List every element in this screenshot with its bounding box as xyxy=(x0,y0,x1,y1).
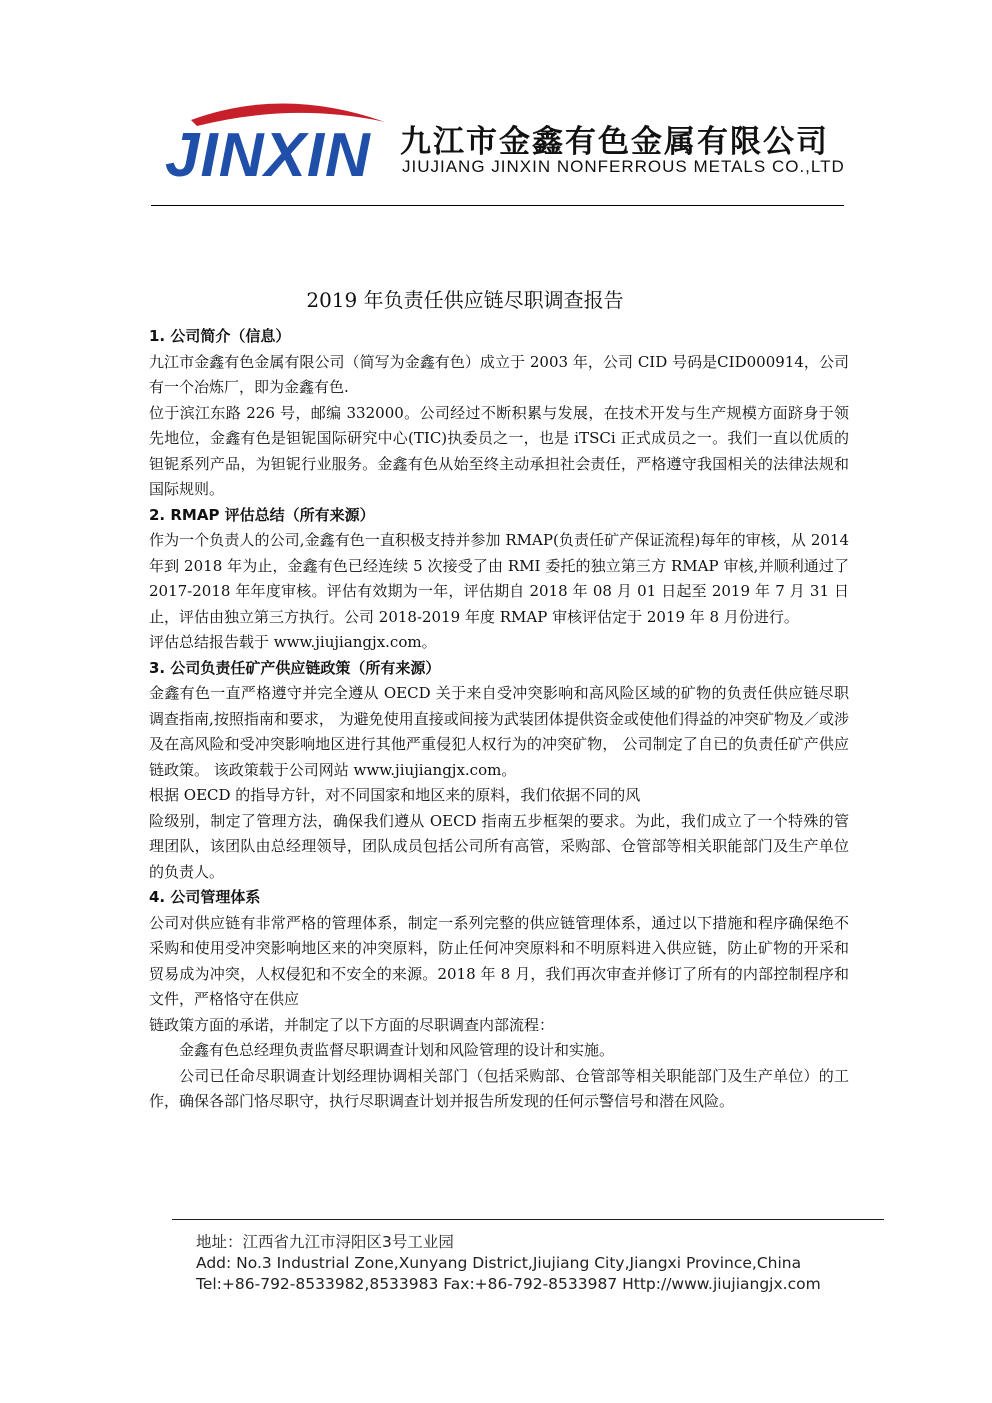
footer xyxy=(196,1232,821,1295)
section-1-paragraph-2: 位于滨江东路 226 号，邮编 332000。公司经过不断积累与发展，在技术开发与生产规模方面跻身于领先地位，金鑫有色是钽铌国际研究中心(TIC)执委员之一，也是 iTSCi 正式成员之一。我们一直以优质的钽铌系列产品，为钽铌行业服务。金鑫有色从始至终主动承担社会责任，严格遵守我国相关的法律法规和国际规则。 xyxy=(149,403,849,498)
section-4-paragraph-2: 金鑫有色总经理负责监督尽职调查计划和风险管理的设计和实施。 xyxy=(179,1041,615,1059)
footer-contact: Tel:+86-792-8533982,8533983 Fax:+86-792-8533987 Http://www.jiujiangjx.com xyxy=(196,1275,821,1293)
section-1-heading: 1. 公司简介（信息） xyxy=(149,327,291,345)
company-name-cn: 九江市金鑫有色金属有限公司 xyxy=(400,124,829,160)
section-3-heading: 3. 公司负责任矿产供应链政策（所有来源） xyxy=(149,658,441,677)
footer-address-cn: 地址：江西省九江市浔阳区3号工业园 xyxy=(196,1233,454,1251)
section-4-paragraph-1: 公司对供应链有非常严格的管理体系，制定一系列完整的供应链管理体系，通过以下措施和程序确保绝不采购和使用受冲突影响地区来的冲突原料，防止任何冲突原料和不明原料进入供应链，防止矿物的开采和贸易成为冲突，人权侵犯和不安全的来源。2018 年 8 月，我们再次审查并修订了所有的内部控制程序和文件，严格恪守在供应 xyxy=(149,913,849,1008)
header-divider xyxy=(151,205,844,206)
footer-address-en: Add: No.3 Industrial Zone,Xunyang District,Jiujiang City,Jiangxi Province,China xyxy=(196,1254,802,1272)
section-4-heading: 4. 公司管理体系 xyxy=(149,888,261,906)
section-3-paragraph-1: 金鑫有色一直严格遵守并完全遵从 OECD 关于来自受冲突影响和高风险区域的矿物的负责任供应链尽职调查指南,按照指南和要求， 为避免使用直接或间接为武装团体提供资金或使他们得益的冲突矿物及／或涉及在高风险和受冲突影响地区进行其他严重侵犯人权行为的冲突矿物， 公司制定了自已的负责任矿产供应链政策。 该政策载于公司网站 www.jiujiangjx.com。 xyxy=(149,684,849,779)
section-2-paragraph-1: 作为一个负责人的公司,金鑫有色一直积极支持并参加 RMAP(负责任矿产保证流程)每年的审核，从 2014 年到 2018 年为止，金鑫有色已经连续 5 次接受了由 RMI 委托的独立第三方 RMAP 审核,并顺利通过了 2017-2018 年年度审核。评估有效期为一年，评估期自 2018 年 08 月 01 日起至 2019 年 7 月 31 日止，评估由独立第三方执行。公司 2018-2019 年度 RMAP 审核评估定于 2019 年 8 月份进行。 xyxy=(149,531,849,626)
section-1-paragraph-1: 九江市金鑫有色金属有限公司（简写为金鑫有色）成立于 2003 年，公司 CID 号码是CID000914，公司有一个冶炼厂，即为金鑫有色. xyxy=(149,352,849,396)
section-3-paragraph-2b: 险级别，制定了管理方法，确保我们遵从 OECD 指南五步框架的要求。为此，我们成立了一个特殊的管理团队，该团队由总经理领导，团队成员包括公司所有高管，采购部、仓管部等相关职能部门及生产单位的负责人。 xyxy=(149,811,849,881)
document-body xyxy=(149,324,849,1115)
section-2-paragraph-2: 评估总结报告载于 www.jiujiangjx.com。 xyxy=(149,633,437,651)
logo-wordmark: JINXIN xyxy=(165,121,371,187)
footer-divider xyxy=(172,1219,884,1220)
document-title: 2019 年负责任供应链尽职调查报告 xyxy=(306,288,624,312)
jinxin-logo xyxy=(163,92,393,187)
section-4-paragraph-3: 公司已任命尽职调查计划经理协调相关部门（包括采购部、仓管部等相关职能部门及生产单位）的工作，确保各部门恪尽职守，执行尽职调查计划并报告所发现的任何示警信号和潜在风险。 xyxy=(149,1066,849,1110)
section-3-paragraph-2a: 根据 OECD 的指导方针，对不同国家和地区来的原料，我们依据不同的风 xyxy=(149,786,641,804)
section-4-paragraph-1b: 链政策方面的承诺，并制定了以下方面的尽职调查内部流程： xyxy=(149,1015,555,1034)
company-name-en: JIUJIANG JINXIN NONFERROUS METALS CO.,LTD xyxy=(402,157,845,176)
section-2-heading: 2. RMAP 评估总结（所有来源） xyxy=(149,505,375,524)
